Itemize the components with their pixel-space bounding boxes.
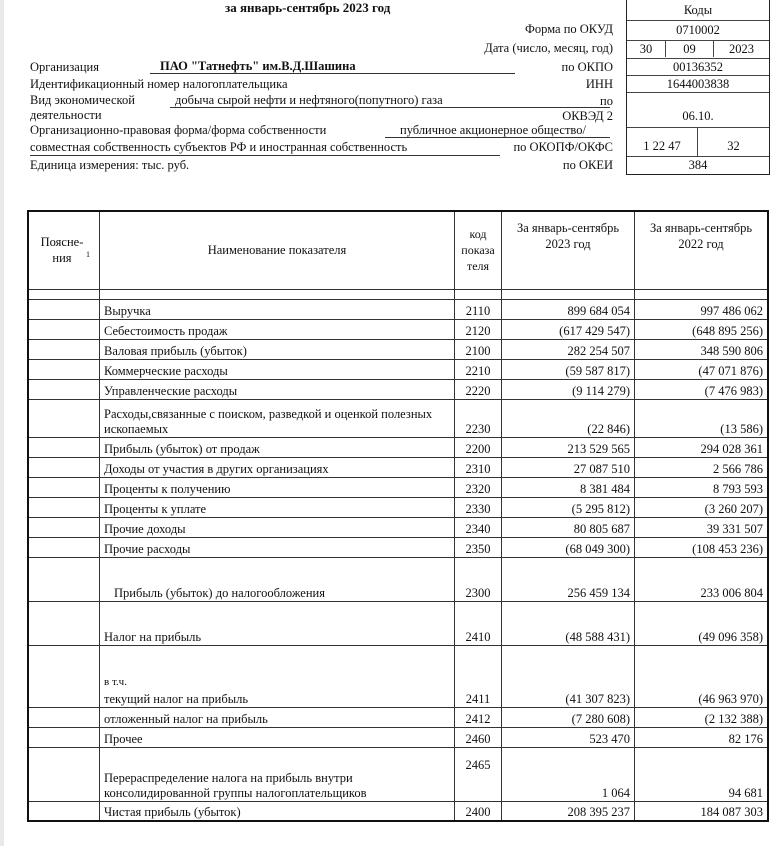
row-name-cell [100,557,455,601]
row-value-2023: (68 049 300) [502,537,635,557]
row-value-2023: (59 587 817) [502,359,635,379]
row-name: отложенный налог на прибыль [104,711,268,726]
table-row [28,477,768,497]
page-edge [0,0,4,846]
col-2023-header: За январь-сентябрь 2023 год [502,211,635,289]
table-row [28,359,768,379]
row-code-cell: 2350 [455,537,502,557]
row-code-cell: 2410 [455,601,502,645]
row-name-cell [100,359,455,379]
row-value-2023: (5 295 812) [502,497,635,517]
row-name: Доходы от участия в других организациях [104,461,329,476]
table-body [28,289,768,821]
row-code-cell: 2460 [455,727,502,747]
row-name: Коммерческие расходы [104,363,228,378]
row-value-2022: 94 681 [635,747,769,801]
row-code-cell: 2110 [455,299,502,319]
opf-underline-2 [30,155,500,156]
codes-title: Коды [627,0,769,21]
row-value-2022: 997 486 062 [635,299,769,319]
row-name-cell [100,747,455,801]
row-value-2022: (13 586) [635,399,769,437]
row-code-cell: 2320 [455,477,502,497]
codes-box [626,0,770,175]
col-2022-header: За январь-сентябрь 2022 год [635,211,769,289]
row-name: Прибыль (убыток) от продаж [104,441,260,456]
org-name: ПАО "Татнефть" им.В.Д.Шашина [160,59,356,73]
row-value-2022: (47 071 876) [635,359,769,379]
table-row [28,457,768,477]
activity-label-2: деятельности [30,108,102,122]
period-title: за январь-сентябрь 2023 год [225,0,391,15]
row-value-2022: (3 260 207) [635,497,769,517]
row-name-cell [100,319,455,339]
table-row [28,557,768,601]
row-name: Валовая прибыль (убыток) [104,343,247,358]
row-value-2023: 256 459 134 [502,557,635,601]
row-note-cell [28,359,100,379]
row-name: Налог на прибыль [104,629,202,644]
opf-underline-1 [385,137,610,138]
row-value-2023: 208 395 237 [502,801,635,821]
date-label: Дата (число, месяц, год) [484,41,613,55]
row-name-cell [100,497,455,517]
row-name: Чистая прибыль (убыток) [104,805,241,819]
table-row [28,339,768,359]
row-value-2022: (46 963 970) [635,645,769,707]
row-name-cell [100,339,455,359]
row-value-2023: 282 254 507 [502,339,635,359]
okud-value: 0710002 [627,21,769,41]
row-name-cell [100,601,455,645]
row-value-2023: (617 429 547) [502,319,635,339]
financial-results-table [27,210,769,822]
row-name: Проценты к уплате [104,501,207,516]
row-value-2022: 39 331 507 [635,517,769,537]
row-note-cell [28,299,100,319]
spacer-row [28,289,768,299]
row-value-2023: 523 470 [502,727,635,747]
row-name-cell [100,537,455,557]
row-value-2022: (2 132 388) [635,707,769,727]
row-note-cell [28,557,100,601]
row-name-cell [100,437,455,457]
okopf-label: по ОКОПФ/ОКФС [513,140,613,154]
table-row [28,727,768,747]
row-value-2022: (49 096 358) [635,601,769,645]
row-code-cell: 2340 [455,517,502,537]
row-code-cell: 2230 [455,399,502,437]
okfs-value: 32 [727,139,740,153]
row-value-2023: 80 805 687 [502,517,635,537]
row-value-2023: (48 588 431) [502,601,635,645]
row-name: Прочие расходы [104,541,191,556]
row-name-cell [100,379,455,399]
row-value-2023: 1 064 [502,747,635,801]
opf-label: Организационно-правовая форма/форма собственности [30,123,327,137]
inn-label-text: Идентификационный номер налогоплательщика [30,77,288,91]
activity-value: добыча сырой нефти и нефтяного(попутного) газа [175,93,443,107]
row-value-2023: 899 684 054 [502,299,635,319]
opf-value-2: совместная собственность субъектов РФ и иностранная собственность [30,140,408,154]
okpo-value: 00136352 [627,59,769,76]
row-value-2022: 348 590 806 [635,339,769,359]
unit-label: Единица измерения: тыс. руб. [30,158,190,172]
row-code-cell: 2200 [455,437,502,457]
col-note-sup: 1 [86,250,90,260]
okei-value: 384 [688,158,708,172]
row-name-cell [100,727,455,747]
row-note-cell [28,497,100,517]
row-note-cell [28,537,100,557]
activity-underline [170,107,610,108]
row-value-2022: (648 895 256) [635,319,769,339]
okpo-label: по ОКПО [561,60,613,74]
row-value-2023: 27 087 510 [502,457,635,477]
row-value-2022: 82 176 [635,727,769,747]
table-row [28,747,768,801]
row-name: Проценты к получению [104,481,231,496]
row-code-cell: 2412 [455,707,502,727]
row-value-2022: 2 566 786 [635,457,769,477]
row-note-cell [28,319,100,339]
table-row [28,707,768,727]
row-value-2022: (108 453 236) [635,537,769,557]
row-name: Прочие доходы [104,521,186,536]
row-value-2022: 294 028 361 [635,437,769,457]
row-name-prefix: в т.ч. [104,675,127,688]
row-code-cell: 2120 [455,319,502,339]
row-name-cell [100,299,455,319]
row-code-cell: 2100 [455,339,502,359]
okved-value: 06.10. [627,93,769,128]
row-value-2023: 8 381 484 [502,477,635,497]
row-note-cell [28,601,100,645]
row-note-cell [28,399,100,437]
row-code-cell: 2210 [455,359,502,379]
col-code-header: код показа теля [455,211,502,289]
org-label: Организация [30,60,99,74]
table-row [28,497,768,517]
row-name-cell [100,801,455,821]
activity-label-1: Вид экономической [30,93,135,107]
row-name: Себестоимость продаж [104,323,228,338]
date-year: 2023 [729,42,754,56]
row-code-cell: 2465 [455,747,502,801]
row-name-cell [100,707,455,727]
row-value-2023: (9 114 279) [502,379,635,399]
date-day: 30 [627,41,666,57]
row-note-cell [28,437,100,457]
row-value-2022: (7 476 983) [635,379,769,399]
row-note-cell [28,747,100,801]
table-row [28,801,768,821]
row-value-2023: (7 280 608) [502,707,635,727]
row-code-cell: 2330 [455,497,502,517]
row-note-cell [28,801,100,821]
table-row [28,379,768,399]
row-name: Прибыль (убыток) до налогообложения [114,585,325,600]
row-note-cell [28,339,100,359]
col-note-header [28,211,100,289]
row-note-cell [28,379,100,399]
row-name: Расходы,связанные с поиском, разведкой и оценкой полезных ископаемых [104,406,433,436]
table-row [28,299,768,319]
row-note-cell [28,457,100,477]
table-row [28,399,768,437]
table-row [28,319,768,339]
okopf-value: 1 22 47 [627,128,698,156]
row-note-cell [28,727,100,747]
date-cells [627,41,769,59]
row-value-2022: 233 006 804 [635,557,769,601]
inn-value: 1644003838 [627,76,769,93]
row-code-cell: 2220 [455,379,502,399]
row-name: Прочее [104,731,143,746]
row-value-2023: (22 846) [502,399,635,437]
row-name-cell [100,457,455,477]
inn-label: ИНН [585,77,613,91]
okved-label-1: по [600,94,613,108]
col-note-text: Поясне-ния [40,235,84,266]
table-row [28,537,768,557]
okei-label: по ОКЕИ [562,158,613,172]
row-note-cell [28,645,100,707]
okopf-cells [627,128,769,157]
table-row [28,437,768,457]
table-row [28,645,768,707]
row-value-2022: 8 793 593 [635,477,769,497]
date-month: 09 [666,41,714,57]
okved-label-2: ОКВЭД 2 [562,109,613,123]
row-value-2023: 213 529 565 [502,437,635,457]
table-row [28,601,768,645]
row-code-cell: 2400 [455,801,502,821]
row-name-cell [100,477,455,497]
org-underline [150,73,515,74]
row-name-cell [100,645,455,707]
row-code-cell: 2300 [455,557,502,601]
row-name: Выручка [104,303,151,318]
row-name: Управленческие расходы [104,383,238,398]
row-name-cell [100,399,455,437]
table-row [28,517,768,537]
opf-value-1: публичное акционерное общество/ [400,123,586,137]
row-value-2022: 184 087 303 [635,801,769,821]
row-name: текущий налог на прибыль [104,691,249,706]
okud-label: Форма по ОКУД [525,22,613,36]
row-value-2023: (41 307 823) [502,645,635,707]
table-header-row [28,211,768,289]
row-name: Перераспределение налога на прибыль внутри консолидированной группы налогоплательщиков [104,770,367,800]
col-name-header: Наименование показателя [100,211,455,289]
row-note-cell [28,477,100,497]
row-note-cell [28,517,100,537]
row-code-cell: 2310 [455,457,502,477]
row-note-cell [28,707,100,727]
row-name-cell [100,517,455,537]
row-code-cell: 2411 [455,645,502,707]
